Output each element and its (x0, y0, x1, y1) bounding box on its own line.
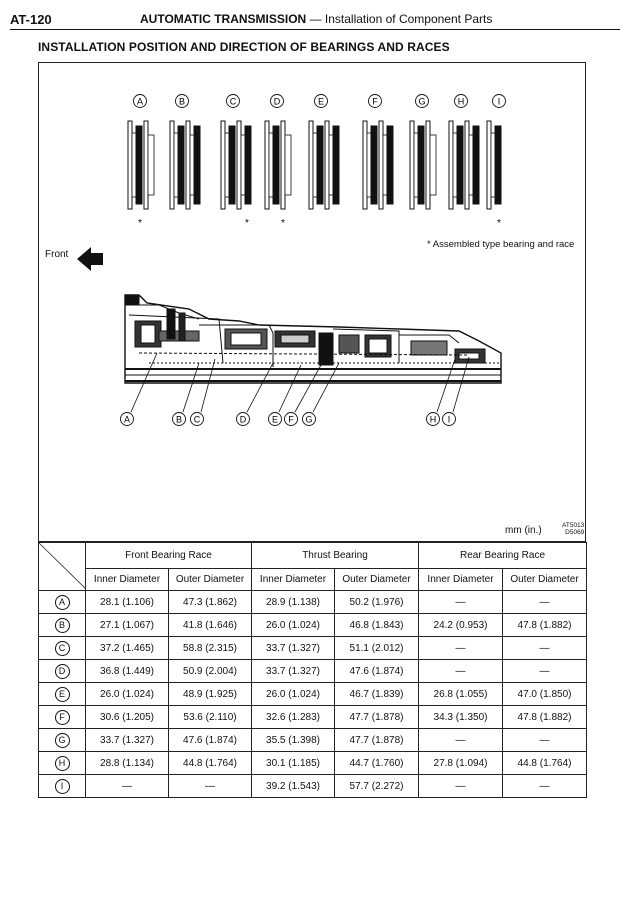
callout-b (173, 413, 186, 426)
row-id-cell (39, 637, 86, 660)
row-id-cell (39, 591, 86, 614)
table-row (39, 729, 587, 752)
table-cell: 41.8 (1.646) (169, 614, 252, 637)
callout-leader (247, 363, 273, 412)
race-plate (170, 121, 174, 209)
bearing-set-g (410, 95, 436, 210)
table-cell: 47.3 (1.862) (169, 591, 252, 614)
callout-i (443, 413, 456, 426)
bearing-flange (430, 135, 436, 195)
table-cell: 47.6 (1.874) (335, 660, 419, 683)
row-id-badge: I (55, 779, 70, 794)
figure-code-1: AT5013 (562, 522, 585, 529)
race-plate (281, 121, 285, 209)
assembled-marker: * (245, 218, 249, 229)
subheader-cell: Inner Diameter (419, 569, 503, 591)
race-plate (371, 126, 377, 204)
table-cell: — (169, 775, 252, 798)
bearing-set-b (170, 95, 200, 210)
table-cell: 39.2 (1.543) (252, 775, 335, 798)
table-cell: 27.1 (1.067) (86, 614, 169, 637)
race-plate (449, 121, 453, 209)
race-plate (229, 126, 235, 204)
row-id-cell (39, 775, 86, 798)
callout-leader (201, 359, 215, 412)
race-plate (457, 126, 463, 204)
bearing-label: F (372, 96, 378, 107)
table-cell: 30.1 (1.185) (252, 752, 335, 775)
bearing-set-h (449, 95, 479, 210)
bearing-label: A (136, 96, 144, 107)
callout-label: I (447, 414, 451, 425)
table-cell: — (503, 729, 587, 752)
table-row (39, 775, 587, 798)
table-cell: 30.6 (1.205) (86, 706, 169, 729)
bearing-set-d (265, 95, 291, 210)
bearing-set-e (309, 95, 339, 210)
header-rule (10, 29, 620, 30)
subheader-cell: Outer Diameter (503, 569, 587, 591)
table-corner-cell (39, 543, 86, 591)
callout-label: A (123, 414, 131, 425)
transmission-cross-section (125, 295, 501, 383)
table-cell: 50.9 (2.004) (169, 660, 252, 683)
table-group-header (39, 543, 587, 569)
table-cell: 47.7 (1.878) (335, 729, 419, 752)
table-cell: 53.6 (2.110) (169, 706, 252, 729)
table-row (39, 637, 587, 660)
callout-leader (453, 357, 469, 412)
row-id-badge: A (55, 595, 70, 610)
row-id-cell (39, 729, 86, 752)
table-cell: 51.1 (2.012) (335, 637, 419, 660)
race-plate (426, 121, 430, 209)
row-id-badge: F (55, 710, 70, 725)
race-plate (128, 121, 132, 209)
callout-c (191, 413, 204, 426)
race-plate (333, 126, 339, 204)
race-plate (273, 126, 279, 204)
table-row (39, 683, 587, 706)
race-plate (473, 126, 479, 204)
table-cell: 26.8 (1.055) (419, 683, 503, 706)
table-cell: — (503, 637, 587, 660)
table-cell: — (503, 775, 587, 798)
assembled-marker: * (138, 218, 142, 229)
table-cell: 24.2 (0.953) (419, 614, 503, 637)
figure-code-2: D5069 (565, 529, 585, 536)
group-thrust-bearing: Thrust Bearing (252, 543, 419, 569)
table-cell: 35.5 (1.398) (252, 729, 335, 752)
bearing-label: I (497, 96, 501, 107)
table-cell: 34.3 (1.350) (419, 706, 503, 729)
bearing-label: G (418, 96, 426, 107)
subheader-cell: Inner Diameter (86, 569, 169, 591)
race-plate (465, 121, 469, 209)
bearing-set-f (363, 95, 393, 210)
table-cell: — (419, 729, 503, 752)
row-id-badge: H (55, 756, 70, 771)
bearing-spec-table (38, 542, 587, 798)
row-id-badge: E (55, 687, 70, 702)
race-plate (418, 126, 424, 204)
callout-leader (183, 363, 199, 412)
race-plate (309, 121, 313, 209)
bearing-set-i (487, 95, 506, 210)
race-plate (325, 121, 329, 209)
bearing-label: H (457, 96, 465, 107)
bearing-label: C (229, 96, 237, 107)
table-cell: — (419, 775, 503, 798)
header-section: AUTOMATIC TRANSMISSION (140, 12, 307, 26)
race-plate (186, 121, 190, 209)
race-plate (136, 126, 142, 204)
callout-label: C (193, 414, 201, 425)
race-plate (144, 121, 148, 209)
table-cell: 32.6 (1.283) (252, 706, 335, 729)
table-row (39, 660, 587, 683)
assembled-marker: * (281, 218, 285, 229)
bearing-flange (285, 135, 291, 195)
table-cell: 57.7 (2.272) (335, 775, 419, 798)
callout-label: G (305, 414, 313, 425)
table-cell: — (503, 660, 587, 683)
callout-label: E (271, 414, 279, 425)
assembled-note: * Assembled type bearing and race (427, 239, 575, 250)
race-plate (194, 126, 200, 204)
bearing-label: B (178, 96, 186, 107)
race-plate (363, 121, 367, 209)
race-plate (265, 121, 269, 209)
callout-e (269, 413, 282, 426)
table-cell: 44.7 (1.760) (335, 752, 419, 775)
row-id-badge: B (55, 618, 70, 633)
table-cell: 58.8 (2.315) (169, 637, 252, 660)
table-cell: 44.8 (1.764) (169, 752, 252, 775)
race-plate (317, 126, 323, 204)
callout-g (303, 413, 316, 426)
table-cell: 46.8 (1.843) (335, 614, 419, 637)
table-cell: 47.6 (1.874) (169, 729, 252, 752)
table-cell: 47.8 (1.882) (503, 706, 587, 729)
table-cell: 33.7 (1.327) (252, 637, 335, 660)
callout-leader (279, 365, 301, 412)
table-cell: 46.7 (1.839) (335, 683, 419, 706)
bearing-set-c (221, 95, 251, 210)
row-id-badge: G (55, 733, 70, 748)
table-cell: 33.7 (1.327) (86, 729, 169, 752)
callout-label: D (239, 414, 247, 425)
table-cell: 47.7 (1.878) (335, 706, 419, 729)
callout-f (285, 413, 298, 426)
table-cell: 44.8 (1.764) (503, 752, 587, 775)
table-cell: 26.0 (1.024) (86, 683, 169, 706)
race-plate (495, 126, 501, 204)
assembled-marker: * (497, 218, 501, 229)
table-row (39, 706, 587, 729)
callout-leader (437, 359, 455, 412)
subheader-cell: Outer Diameter (169, 569, 252, 591)
table-cell: 47.0 (1.850) (503, 683, 587, 706)
table-cell: — (419, 637, 503, 660)
table-cell: — (419, 660, 503, 683)
row-id-cell (39, 660, 86, 683)
race-plate (387, 126, 393, 204)
row-id-cell (39, 706, 86, 729)
units-label: mm (in.) (505, 525, 542, 536)
row-id-badge: D (55, 664, 70, 679)
table-cell: 26.0 (1.024) (252, 683, 335, 706)
section-title: INSTALLATION POSITION AND DIRECTION OF BEARINGS AND RACES (38, 40, 450, 54)
callout-leader (313, 363, 339, 412)
page-header (0, 0, 640, 30)
table-cell: 33.7 (1.327) (252, 660, 335, 683)
row-id-cell (39, 683, 86, 706)
bearing-label: D (273, 96, 281, 107)
callout-a (121, 413, 134, 426)
subheader-cell: Outer Diameter (335, 569, 419, 591)
table-row (39, 752, 587, 775)
callout-label: H (429, 414, 437, 425)
race-plate (379, 121, 383, 209)
bearing-illustration (39, 63, 587, 543)
table-row (39, 591, 587, 614)
callout-h (427, 413, 440, 426)
table-cell: 48.9 (1.925) (169, 683, 252, 706)
row-id-badge: C (55, 641, 70, 656)
race-plate (410, 121, 414, 209)
table-cell: 47.8 (1.882) (503, 614, 587, 637)
table-row (39, 614, 587, 637)
table-cell: 27.8 (1.094) (419, 752, 503, 775)
table-cell: 28.8 (1.134) (86, 752, 169, 775)
callout-label: B (175, 414, 183, 425)
table-cell: 36.8 (1.449) (86, 660, 169, 683)
table-cell: — (86, 775, 169, 798)
bearing-flange (148, 135, 154, 195)
race-plate (221, 121, 225, 209)
table-cell: 28.9 (1.138) (252, 591, 335, 614)
bearing-label: E (317, 96, 325, 107)
group-front-bearing-race: Front Bearing Race (86, 543, 252, 569)
front-label: Front (45, 249, 69, 260)
front-arrow-icon (77, 247, 103, 271)
header-subsection: — Installation of Component Parts (309, 12, 493, 26)
race-plate (178, 126, 184, 204)
header-title (140, 12, 492, 26)
table-cell: 28.1 (1.106) (86, 591, 169, 614)
table-cell: 50.2 (1.976) (335, 591, 419, 614)
group-rear-bearing-race: Rear Bearing Race (419, 543, 587, 569)
bearing-set-a (128, 95, 154, 210)
race-plate (487, 121, 491, 209)
figure-code (562, 522, 584, 536)
row-id-cell (39, 614, 86, 637)
page-number: AT-120 (10, 12, 52, 27)
table-cell: 26.0 (1.024) (252, 614, 335, 637)
table-cell: — (419, 591, 503, 614)
callout-label: F (288, 414, 294, 425)
bearing-figure (38, 62, 586, 542)
race-plate (237, 121, 241, 209)
table-cell: — (503, 591, 587, 614)
callout-d (237, 413, 250, 426)
subheader-cell: Inner Diameter (252, 569, 335, 591)
race-plate (245, 126, 251, 204)
row-id-cell (39, 752, 86, 775)
table-sub-header (39, 569, 587, 591)
table-cell: 37.2 (1.465) (86, 637, 169, 660)
